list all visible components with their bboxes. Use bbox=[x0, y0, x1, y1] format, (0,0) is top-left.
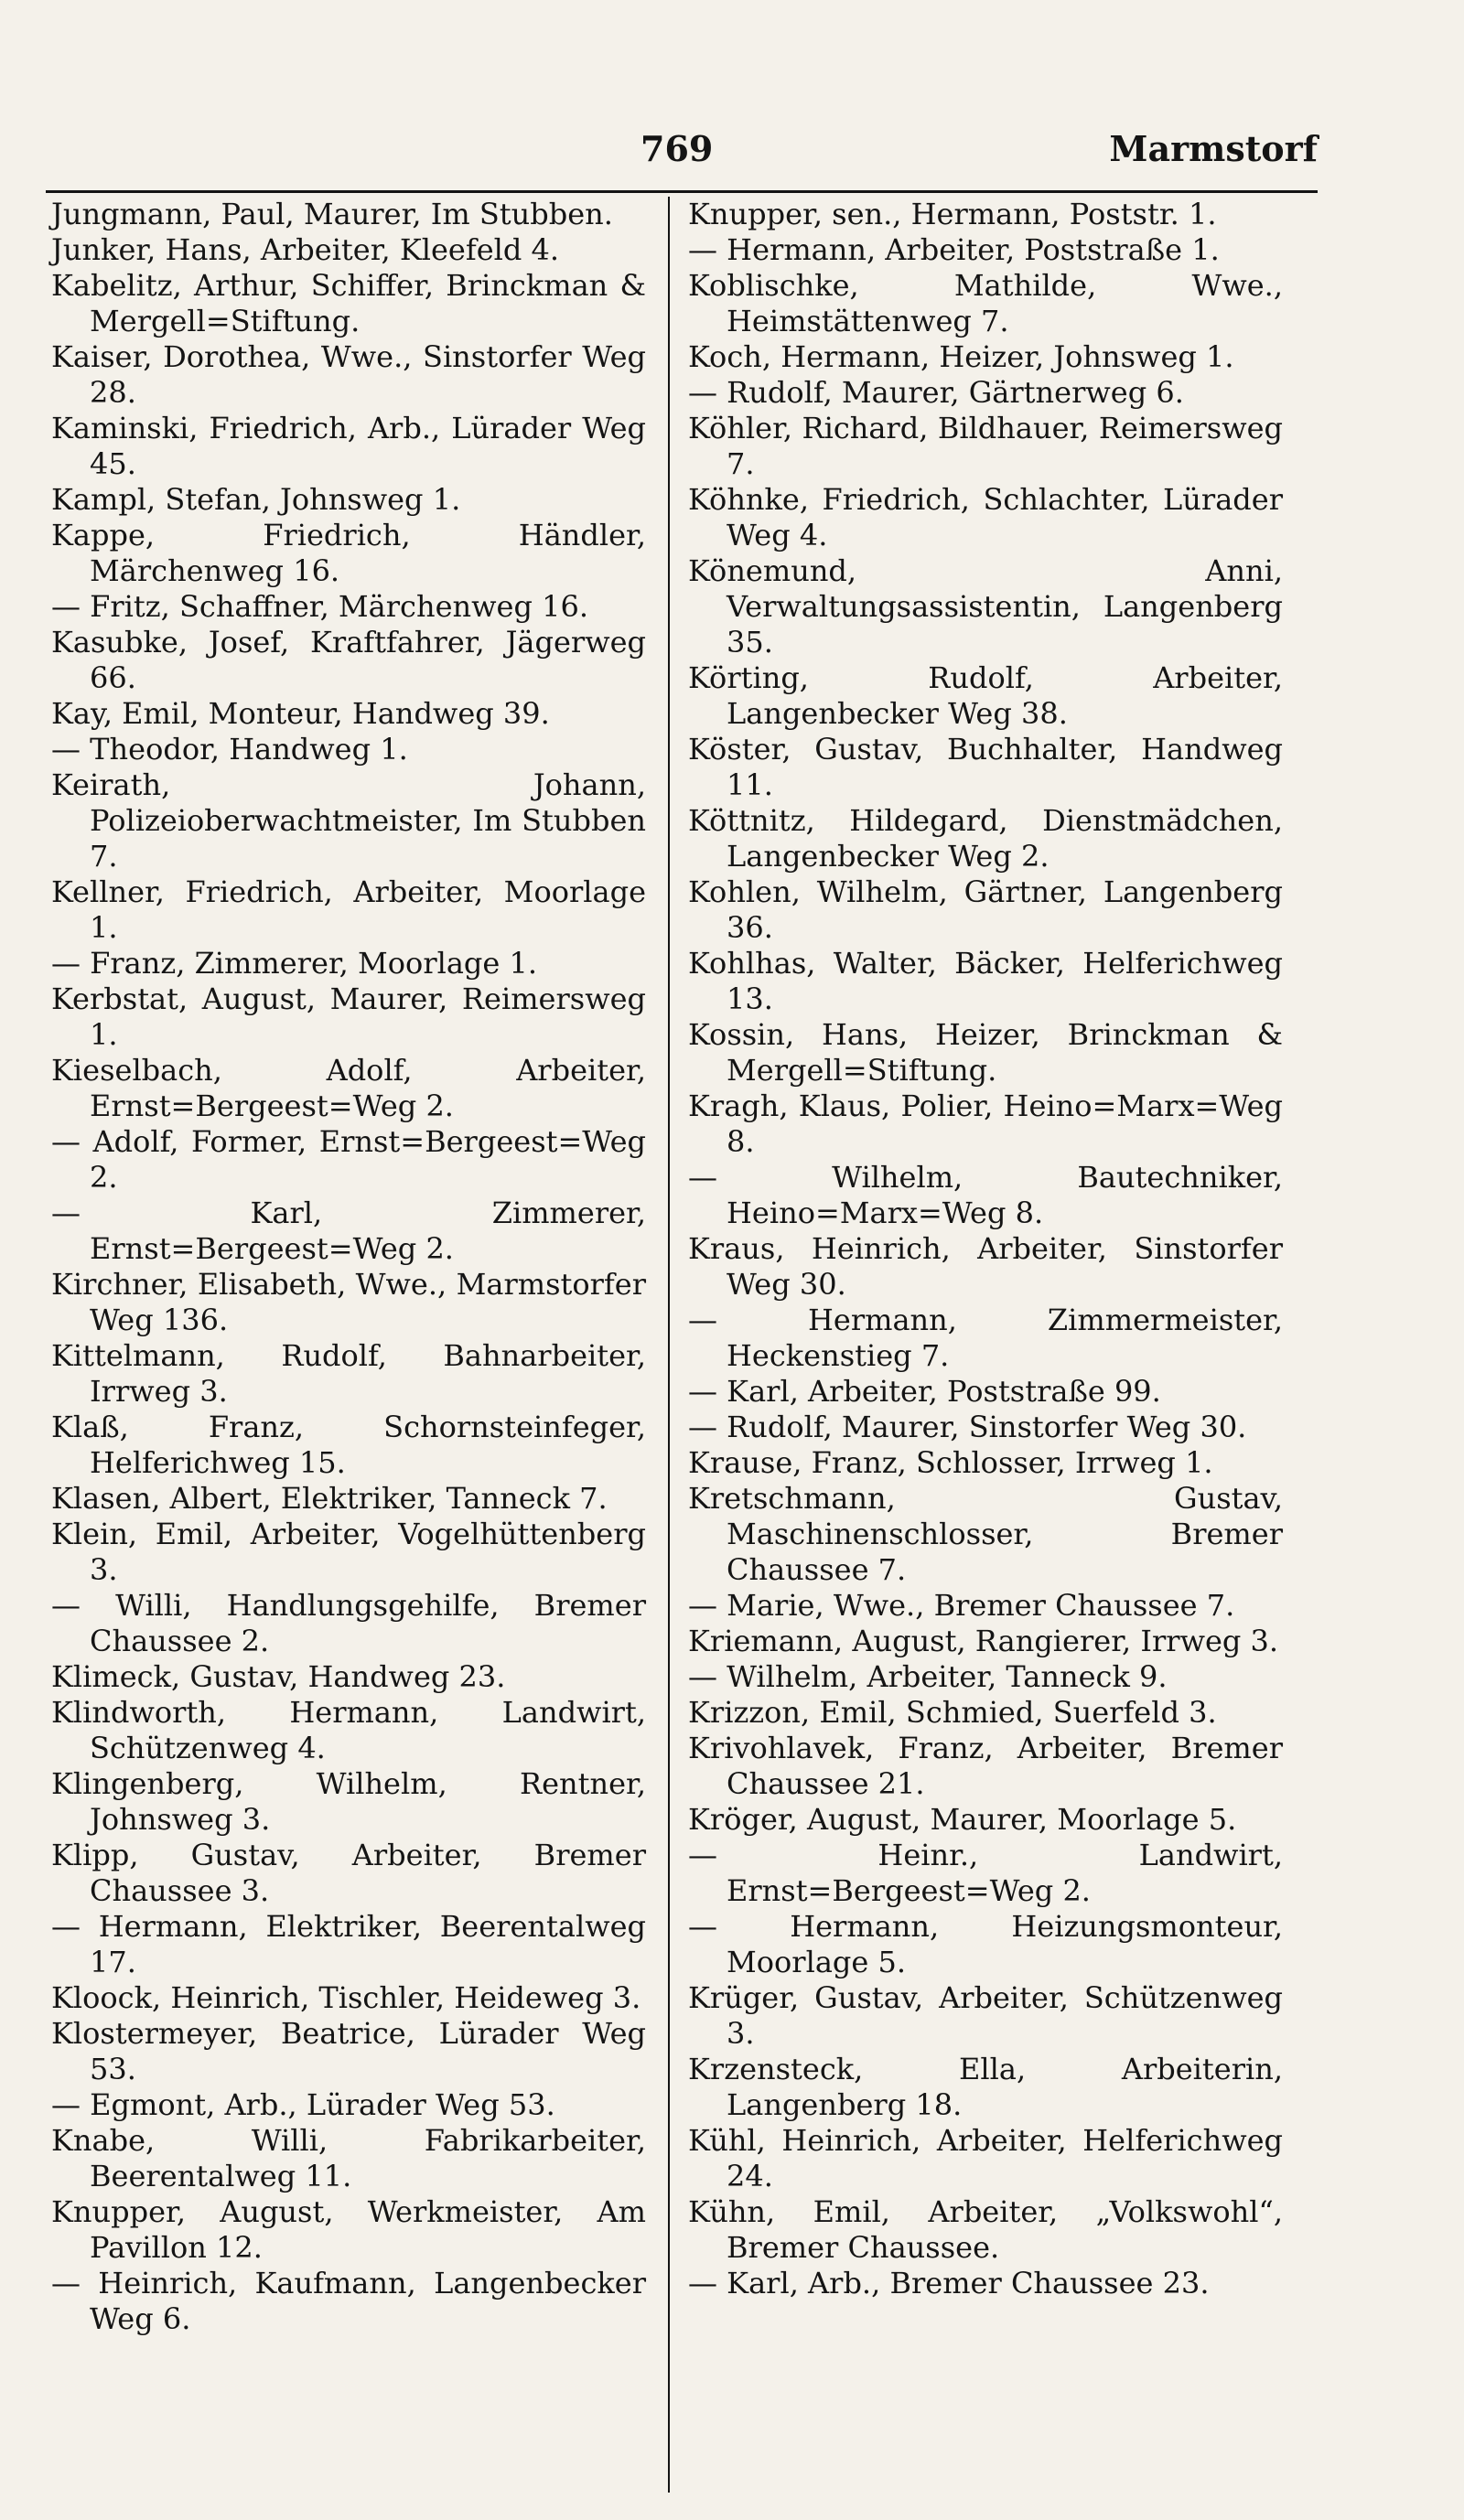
directory-entry: Kasubke, Josef, Kraftfahrer, Jägerweg 66. bbox=[51, 625, 646, 695]
directory-entry: Kragh, Klaus, Polier, Heino=Marx=Weg 8. bbox=[688, 1088, 1283, 1159]
directory-entry: Kühl, Heinrich, Arbeiter, Helferichweg 24. bbox=[688, 2123, 1283, 2193]
directory-entry: Kaiser, Dorothea, Wwe., Sinstorfer Weg 28. bbox=[51, 339, 646, 410]
directory-entry: Kellner, Friedrich, Arbeiter, Moorlage 1. bbox=[51, 874, 646, 945]
directory-entry: Kay, Emil, Monteur, Handweg 39. bbox=[51, 696, 550, 731]
directory-entry: — Hermann, Zimmermeister, Heckenstieg 7. bbox=[688, 1303, 1283, 1373]
directory-entry: Jungmann, Paul, Maurer, Im Stubben. bbox=[51, 197, 613, 231]
directory-entry: — Franz, Zimmerer, Moorlage 1. bbox=[51, 946, 538, 981]
directory-entry: — Karl, Arbeiter, Poststraße 99. bbox=[688, 1374, 1161, 1409]
directory-entry: Kieselbach, Adolf, Arbeiter, Ernst=Bergeest=Weg 2. bbox=[51, 1053, 646, 1123]
directory-entry: Kloock, Heinrich, Tischler, Heideweg 3. bbox=[51, 1980, 641, 2015]
right-column bbox=[688, 197, 1283, 2301]
directory-entry: Krzensteck, Ella, Arbeiterin, Langenberg 18. bbox=[688, 2052, 1283, 2122]
directory-entry: Junker, Hans, Arbeiter, Kleefeld 4. bbox=[51, 232, 560, 267]
header-rule bbox=[46, 190, 1318, 193]
directory-entry: Klingenberg, Wilhelm, Rentner, Johnsweg 3. bbox=[51, 1766, 646, 1837]
directory-entry: Körting, Rudolf, Arbeiter, Langenbecker Weg 38. bbox=[688, 660, 1283, 731]
directory-entry: — Heinr., Landwirt, Ernst=Bergeest=Weg 2. bbox=[688, 1838, 1283, 1908]
directory-entry: — Wilhelm, Arbeiter, Tanneck 9. bbox=[688, 1659, 1168, 1694]
directory-entry: — Hermann, Elektriker, Beerentalweg 17. bbox=[51, 1909, 646, 1979]
directory-entry: — Marie, Wwe., Bremer Chaussee 7. bbox=[688, 1588, 1235, 1623]
page-number: 769 bbox=[640, 128, 714, 169]
directory-entry: Krause, Franz, Schlosser, Irrweg 1. bbox=[688, 1445, 1213, 1480]
directory-entry: Köhnke, Friedrich, Schlachter, Lürader Weg 4. bbox=[688, 482, 1283, 552]
page-header bbox=[46, 119, 1318, 183]
directory-entry: Krivohlavek, Franz, Arbeiter, Bremer Chaussee 21. bbox=[688, 1731, 1283, 1801]
directory-entry: — Willi, Handlungsgehilfe, Bremer Chaussee 2. bbox=[51, 1588, 646, 1658]
column-divider bbox=[668, 197, 670, 2493]
directory-entry: Krizzon, Emil, Schmied, Suerfeld 3. bbox=[688, 1695, 1217, 1730]
directory-entry: — Wilhelm, Bautechniker, Heino=Marx=Weg 8. bbox=[688, 1160, 1283, 1230]
directory-entry: Köster, Gustav, Buchhalter, Handweg 11. bbox=[688, 732, 1283, 802]
directory-entry: Kühn, Emil, Arbeiter, „Volkswohl“, Bremer Chaussee. bbox=[688, 2194, 1283, 2265]
directory-entry: Kappe, Friedrich, Händler, Märchenweg 16. bbox=[51, 518, 646, 588]
directory-entry: Kröger, August, Maurer, Moorlage 5. bbox=[688, 1802, 1237, 1837]
directory-entry: Klostermeyer, Beatrice, Lürader Weg 53. bbox=[51, 2016, 646, 2086]
directory-entry: Kossin, Hans, Heizer, Brinckman & Mergell=Stiftung. bbox=[688, 1017, 1283, 1088]
directory-entry: Knupper, August, Werkmeister, Am Pavillon 12. bbox=[51, 2194, 646, 2265]
directory-entry: Koblischke, Mathilde, Wwe., Heimstättenweg 7. bbox=[688, 268, 1283, 338]
directory-entry: — Karl, Arb., Bremer Chaussee 23. bbox=[688, 2266, 1210, 2300]
directory-entry: Köttnitz, Hildegard, Dienstmädchen, Langenbecker Weg 2. bbox=[688, 803, 1283, 874]
directory-entry: Köhler, Richard, Bildhauer, Reimersweg 7. bbox=[688, 411, 1283, 481]
directory-entry: Klein, Emil, Arbeiter, Vogelhüttenberg 3. bbox=[51, 1517, 646, 1587]
directory-entry: Klindworth, Hermann, Landwirt, Schützenweg 4. bbox=[51, 1695, 646, 1765]
directory-entry: Könemund, Anni, Verwaltungsassistentin, Langenberg 35. bbox=[688, 553, 1283, 659]
directory-entry: — Heinrich, Kaufmann, Langenbecker Weg 6. bbox=[51, 2266, 646, 2336]
directory-entry: Kretschmann, Gustav, Maschinenschlosser, Bremer Chaussee 7. bbox=[688, 1481, 1283, 1587]
directory-entry: — Rudolf, Maurer, Gärtnerweg 6. bbox=[688, 375, 1184, 410]
directory-entry: Klasen, Albert, Elektriker, Tanneck 7. bbox=[51, 1481, 608, 1516]
directory-entry: — Karl, Zimmerer, Ernst=Bergeest=Weg 2. bbox=[51, 1196, 646, 1266]
directory-entry: Klimeck, Gustav, Handweg 23. bbox=[51, 1659, 506, 1694]
directory-entry: Klipp, Gustav, Arbeiter, Bremer Chaussee 3. bbox=[51, 1838, 646, 1908]
directory-entry: Kerbstat, August, Maurer, Reimersweg 1. bbox=[51, 981, 646, 1052]
directory-entry: Kohlhas, Walter, Bäcker, Helferichweg 13. bbox=[688, 946, 1283, 1016]
directory-entry: Kampl, Stefan, Johnsweg 1. bbox=[51, 482, 461, 517]
left-column bbox=[51, 197, 646, 2337]
directory-entry: Kabelitz, Arthur, Schiffer, Brinckman & Mergell=Stiftung. bbox=[51, 268, 646, 338]
directory-entry: Keirath, Johann, Polizeioberwachtmeister, Im Stubben 7. bbox=[51, 767, 646, 874]
directory-entry: — Hermann, Arbeiter, Poststraße 1. bbox=[688, 232, 1220, 267]
directory-entry: — Rudolf, Maurer, Sinstorfer Weg 30. bbox=[688, 1410, 1247, 1444]
directory-entry: — Adolf, Former, Ernst=Bergeest=Weg 2. bbox=[51, 1124, 646, 1195]
directory-entry: Kirchner, Elisabeth, Wwe., Marmstorfer Weg 136. bbox=[51, 1267, 646, 1337]
directory-entry: Klaß, Franz, Schornsteinfeger, Helferichweg 15. bbox=[51, 1410, 646, 1480]
directory-entry: Kaminski, Friedrich, Arb., Lürader Weg 45. bbox=[51, 411, 646, 481]
directory-entry: — Theodor, Handweg 1. bbox=[51, 732, 408, 767]
directory-entry: Koch, Hermann, Heizer, Johnsweg 1. bbox=[688, 339, 1234, 374]
directory-entry: Kohlen, Wilhelm, Gärtner, Langenberg 36. bbox=[688, 874, 1283, 945]
directory-entry: — Egmont, Arb., Lürader Weg 53. bbox=[51, 2087, 555, 2122]
directory-entry: Kraus, Heinrich, Arbeiter, Sinstorfer Weg 30. bbox=[688, 1231, 1283, 1302]
directory-entry: Krüger, Gustav, Arbeiter, Schützenweg 3. bbox=[688, 1980, 1283, 2051]
directory-entry: Knupper, sen., Hermann, Poststr. 1. bbox=[688, 197, 1217, 231]
directory-entry: — Fritz, Schaffner, Märchenweg 16. bbox=[51, 589, 588, 624]
directory-entry: Kriemann, August, Rangierer, Irrweg 3. bbox=[688, 1624, 1279, 1658]
directory-entry: — Hermann, Heizungsmonteur, Moorlage 5. bbox=[688, 1909, 1283, 1979]
running-head: Marmstorf bbox=[1109, 128, 1318, 169]
directory-entry: Kittelmann, Rudolf, Bahnarbeiter, Irrweg 3. bbox=[51, 1338, 646, 1409]
directory-entry: Knabe, Willi, Fabrikarbeiter, Beerentalweg 11. bbox=[51, 2123, 646, 2193]
